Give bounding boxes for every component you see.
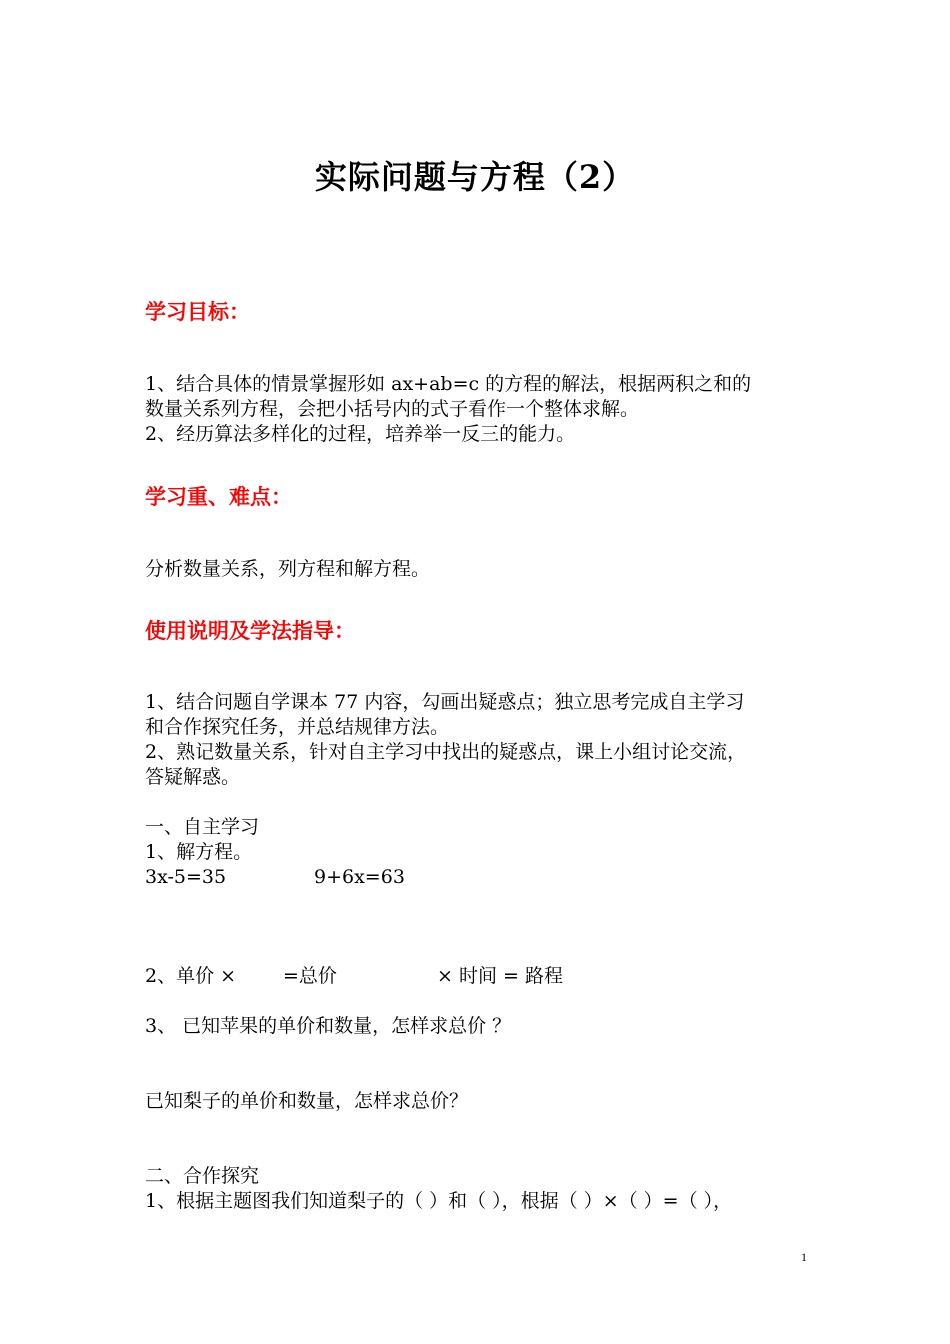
key-points-text: 分析数量关系，列方程和解方程。: [145, 558, 431, 580]
key-points-heading: 学习重、难点：: [145, 485, 292, 509]
self-study-item-2a: 2、单价 ×: [145, 965, 237, 987]
self-study-item-2b: =总价: [283, 965, 337, 987]
self-study-item-1: 1、解方程。: [145, 841, 253, 863]
page-number: 1: [801, 1250, 807, 1264]
equation-2: 9+6x=63: [314, 866, 405, 888]
instructions-line-4: 答疑解惑。: [145, 766, 241, 788]
self-study-item-4: 已知梨子的单价和数量，怎样求总价？: [145, 1090, 469, 1112]
self-study-item-2c: × 时间 = 路程: [437, 965, 563, 987]
instructions-line-2: 和合作探究任务，并总结规律方法。: [145, 716, 450, 738]
goals-heading: 学习目标：: [145, 300, 250, 324]
cooperative-heading: 二、合作探究: [145, 1165, 260, 1187]
equation-1: 3x-5=35: [145, 866, 227, 888]
self-study-heading: 一、自主学习: [145, 816, 260, 838]
goals-line-1: 1、结合具体的情景掌握形如 ax+ab=c 的方程的解法，根据两积之和的: [145, 373, 752, 395]
page-title: 实际问题与方程（2）: [314, 158, 636, 196]
cooperative-item-1: 1、根据主题图我们知道梨子的（ ）和（ ），根据（ ）×（ ）=（ ），: [145, 1190, 733, 1212]
goals-line-2: 数量关系列方程，会把小括号内的式子看作一个整体求解。: [145, 398, 640, 420]
self-study-item-3: 3、 已知苹果的单价和数量，怎样求总价 ？: [145, 1015, 512, 1037]
instructions-line-1: 1、结合问题自学课本 77 内容，勾画出疑惑点；独立思考完成自主学习: [145, 691, 745, 713]
instructions-heading: 使用说明及学法指导：: [145, 619, 355, 643]
goals-line-3: 2、经历算法多样化的过程，培养举一反三的能力。: [145, 423, 576, 445]
instructions-line-3: 2、熟记数量关系，针对自主学习中找出的疑惑点，课上小组讨论交流，: [145, 741, 747, 763]
